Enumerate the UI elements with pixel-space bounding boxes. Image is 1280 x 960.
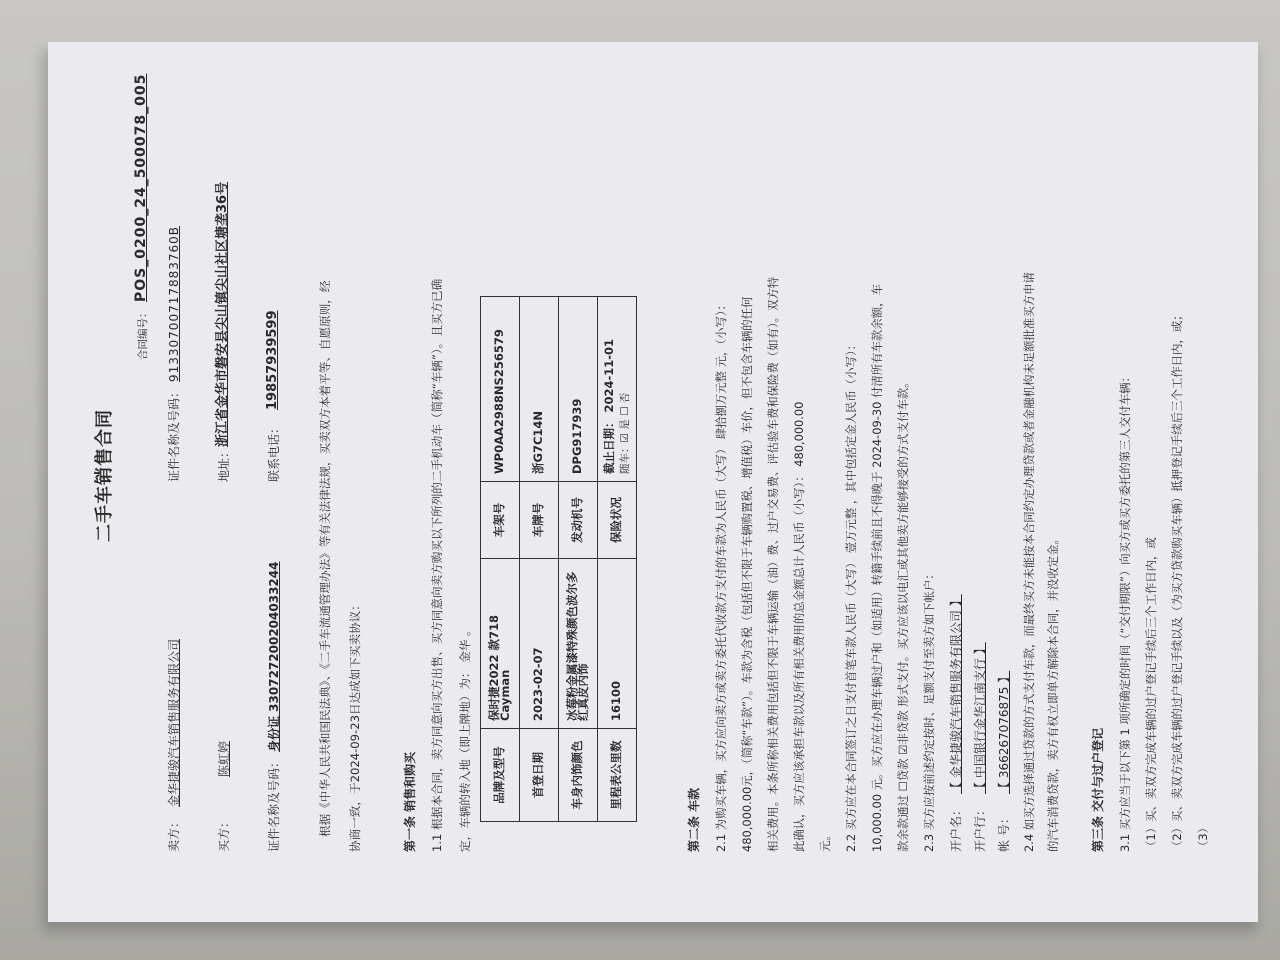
table-row	[598, 297, 637, 822]
article3-p1: 3.1 买方应当于以下第 1 项所确定的时间（“交付期限”）向买方或买方委托的第三人交付车辆：	[1118, 371, 1132, 852]
insurance-note: 随车：☑ 是 ☐ 否	[618, 392, 631, 474]
buyer-name: 陈虹婷	[217, 740, 231, 777]
article3-item-1: （1）买、卖双方完成车辆的过户登记手续后三个工作日内，或	[1144, 537, 1158, 852]
table-key: 首登日期	[520, 729, 559, 822]
account: 【 366267076875 】	[997, 670, 1011, 794]
table-value: WP0AA2988NS256579	[481, 297, 520, 482]
address-label: 地址：	[217, 445, 231, 482]
article3-item-2: （2）买、卖双方完成车辆的过户登记手续以及（为买方贷款购买车辆）抵押登记手续后三个工作日内，或；	[1170, 309, 1184, 852]
contract-no: POS_0200_24_500078_005	[133, 73, 149, 302]
table-value: 2023-02-07	[520, 559, 559, 729]
table-value: 保时捷2022 款718 Cayman	[481, 559, 520, 729]
address: 浙江省金华市磐安县尖山镇尖山社区塘垄36号	[215, 181, 230, 447]
insurance-expiry: 截止日期： 2024-11-01	[602, 338, 616, 474]
table-key: 车身内饰颜色	[559, 729, 598, 822]
vehicle-table	[480, 296, 637, 822]
article2-p1e: 元。	[818, 829, 832, 852]
article2-p3: 2.3 买方应按前述约定按时、足额支付至卖方如下帐户：	[922, 568, 936, 852]
article2-p1d: 此确认，买方应该承担车款以及所有相关费用的总金额总计人民币（小写）： 480,000.00	[792, 401, 806, 852]
bank-name-label: 开户名：	[949, 803, 963, 852]
intro-line-1: 根据《中华人民共和国民法典》、《二手车流通管理办法》等有关法律法规，买卖双方本着平等、自愿原则，经	[318, 280, 332, 837]
table-row	[559, 297, 598, 822]
table-row	[481, 297, 520, 822]
account-label: 帐 号：	[997, 812, 1011, 852]
table-key: 保险状况	[598, 482, 637, 559]
contract-document	[48, 42, 1258, 922]
table-value: 冰莓粉金属漆特殊颜色波尔多红真皮内饰	[559, 559, 598, 729]
bank: 【 中国银行金华江南支行 】	[973, 642, 987, 794]
seller-name: 金华捷骏汽车销售服务有限公司	[167, 638, 181, 807]
article2-heading: 第二条 车款	[687, 787, 701, 852]
buyer-cert-label: 证件名称及号码：	[267, 755, 281, 852]
table-key: 里程表公里数	[598, 729, 637, 822]
table-value: 浙G7C14N	[520, 297, 559, 482]
table-value: DPG917939	[559, 297, 598, 482]
article2-p4a: 2.4 如买方选择通过贷款的方式支付车款，而最终买方未能按本合同约定办理贷款或者金融机构未足额批准买方申请	[1022, 272, 1036, 852]
article2-p2c: 款余款通过 ☐贷款 ☑非贷款 形式支付。买方应该以电汇或其他卖方能够接受的方式支付车款。	[896, 376, 910, 852]
seller-cert: 91330700717883760B	[167, 225, 181, 382]
article1-heading: 第一条 销售和购买	[403, 751, 417, 852]
article2-p1c: 相关费用。本条所称相关费用包括但不限于车辆运输（油）费、过户交易费、评估验车费和保险费（如有）。双方特	[766, 276, 780, 852]
phone-label: 联系电话：	[267, 421, 281, 482]
seller-label: 卖方：	[167, 815, 181, 852]
contract-title: 二手车销售合同	[94, 409, 115, 542]
table-key: 发动机号	[559, 482, 598, 559]
article2-p4b: 的汽车消费贷款，卖方有权立即单方解除本合同，并没收定金。	[1046, 533, 1060, 852]
buyer-label: 买方：	[217, 815, 231, 852]
table-row	[520, 297, 559, 822]
article2-p1b: 480,000.00元，（简称“车款”）。车款为含税（包括但不限于车辆购置税、增值税）车价，但不包含车辆的任何	[740, 296, 754, 852]
table-value: 16100	[598, 559, 637, 729]
contract-paper	[48, 42, 1258, 922]
seller-cert-label: 证件名称及号码：	[167, 385, 181, 482]
table-value	[598, 297, 637, 482]
table-key: 品牌及型号	[481, 729, 520, 822]
intro-line-2: 协商一致，于2024-09-23日达成如下买卖协议：	[348, 599, 362, 852]
article3-heading: 第三条 交付与过户登记	[1091, 727, 1105, 852]
article2-p2a: 2.2 买方应在本合同签订之日支付首笔车款人民币（大写） 壹万元整 ，其中包括定金人民币（小写）：	[844, 338, 858, 852]
article1-p2: 定，车辆的转入地（即上牌地）为： 金华 。	[458, 624, 472, 852]
article2-p2b: 10,000.00 元。买方应在办理车辆过户和（如适用）转籍手续前且不得晚于 2024-09-30 付清所有车款余额，车	[870, 284, 884, 852]
bank-name: 【 金华捷骏汽车销售服务有限公司 】	[949, 594, 963, 794]
article1-p1: 1.1 根据本合同，卖方同意向买方出售、买方同意向卖方购买以下所列的二手机动车（简称“车辆”）。且买方已确	[430, 278, 444, 852]
table-key: 车架号	[481, 482, 520, 559]
article2-p1a: 2.1 为购买车辆，买方应向卖方或卖方委托代收款方支付的车款为人民币（大写） 肆拾捌万元整 元，（小写）：	[714, 299, 728, 852]
contract-no-label: 合同编号：	[137, 307, 149, 360]
phone: 19857939599	[265, 310, 280, 410]
bank-label: 开户行：	[973, 803, 987, 852]
buyer-cert: 身份证 330727200204033244	[267, 561, 281, 752]
table-key: 车牌号	[520, 482, 559, 559]
article3-item-3: （3）	[1196, 821, 1210, 852]
